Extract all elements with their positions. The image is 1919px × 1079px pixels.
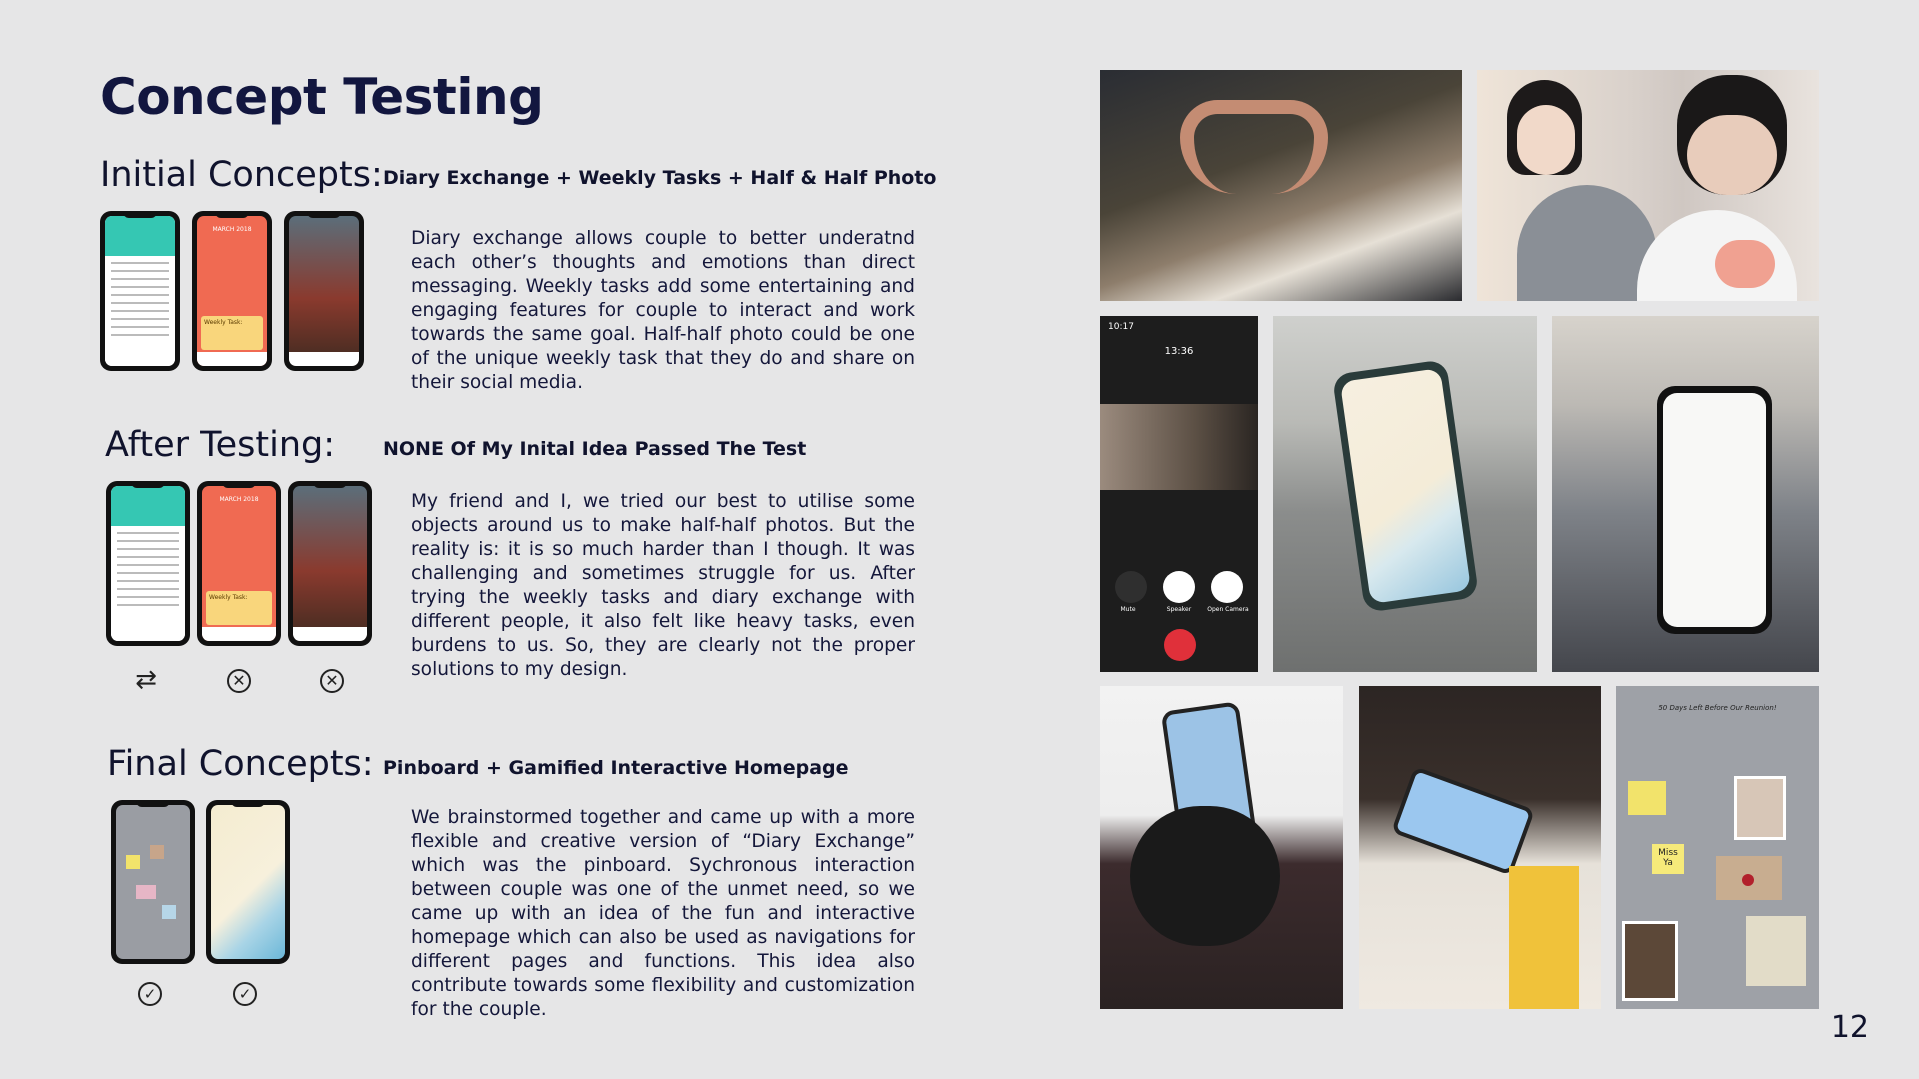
pinboard-header: 50 Days Left Before Our Reunion! <box>1658 704 1777 712</box>
speaker-icon <box>1163 571 1195 603</box>
photo-video-call-selfie <box>1477 70 1819 301</box>
x-circle-icon: ✕ <box>227 669 251 693</box>
end-call-icon <box>1164 629 1196 661</box>
calendar-month: MARCH 2018 <box>212 226 252 233</box>
initial-concepts-label: Initial Concepts: <box>100 155 383 195</box>
photo-heart-hands <box>1100 70 1462 301</box>
pinboard-note: Miss Ya <box>1658 848 1678 868</box>
repeat-icon: ⇄ <box>135 665 157 695</box>
photo-user-testing-2 <box>1359 686 1601 1009</box>
photo-sketch-prototype <box>1552 316 1819 672</box>
check-circle-icon: ✓ <box>138 982 162 1006</box>
phone-mockup-pinboard <box>111 800 195 964</box>
after-testing-body: My friend and I, we tried our best to utilise some objects around us to make half-half photos. But the reality is: it is so much harder than I though. It was challenging and sometimes struggle for us. After trying the weekly tasks and diary exchange with different people, it also felt like heavy tasks, even burdens to us. So, they are clearly not the proper solutions to my design. <box>411 491 915 680</box>
calendar-month: MARCH 2018 <box>219 496 259 503</box>
camera-icon <box>1211 571 1243 603</box>
phone-mockup-half-photo-tested <box>288 481 372 646</box>
weekly-task-label: Weekly Task: <box>209 594 248 601</box>
photo-phone-beach-screen <box>1273 316 1537 672</box>
photo-video-call-screen <box>1100 316 1258 672</box>
final-concepts-body: We brainstormed together and came up with a more flexible and creative version of “Diary Exchange” which was the pinboard. Sychronous interaction between couple was one of the unmet need, so we came up with an idea of the fun and interactive homepage which can also be used as navigations for different pages and functions. This idea also contribute towards some flexibility and customization for the couple. <box>411 807 915 1020</box>
initial-concepts-body: Diary exchange allows couple to better underatnd each other’s thoughts and emotions than direct messaging. Weekly tasks add some entertaining and engaging features for couple to interact and work towards the same goal. Half-half photo could be one of the unique weekly task that they do and share on their social media. <box>411 228 915 393</box>
mute-label: Mute <box>1120 606 1136 613</box>
call-timer: 13:36 <box>1164 346 1194 357</box>
phone-mockup-calendar <box>192 211 272 371</box>
check-circle-icon: ✓ <box>233 982 257 1006</box>
after-testing-subtitle: NONE Of My Inital Idea Passed The Test <box>383 438 807 460</box>
mute-icon <box>1115 571 1147 603</box>
phone-mockup-half-photo <box>284 211 364 371</box>
page-title: Concept Testing <box>100 68 544 126</box>
phone-mockup-interactive-homepage <box>206 800 290 964</box>
phone-mockup-diary-tested <box>106 481 190 646</box>
photo-user-testing-1 <box>1100 686 1343 1009</box>
status-time: 10:17 <box>1108 322 1134 332</box>
photo-pinboard-screen <box>1616 686 1819 1009</box>
phone-mockup-diary <box>100 211 180 371</box>
initial-concepts-subtitle: Diary Exchange + Weekly Tasks + Half & Half Photo <box>383 167 937 189</box>
final-concepts-label: Final Concepts: <box>107 744 374 784</box>
x-circle-icon: ✕ <box>320 669 344 693</box>
camera-label: Open Camera <box>1207 606 1249 613</box>
speaker-label: Speaker <box>1166 606 1192 613</box>
final-concepts-subtitle: Pinboard + Gamified Interactive Homepage <box>383 757 849 779</box>
page-number: 12 <box>1830 1010 1869 1045</box>
phone-mockup-calendar-tested <box>197 481 281 646</box>
after-testing-label: After Testing: <box>105 425 336 465</box>
weekly-task-label: Weekly Task: <box>204 319 243 326</box>
